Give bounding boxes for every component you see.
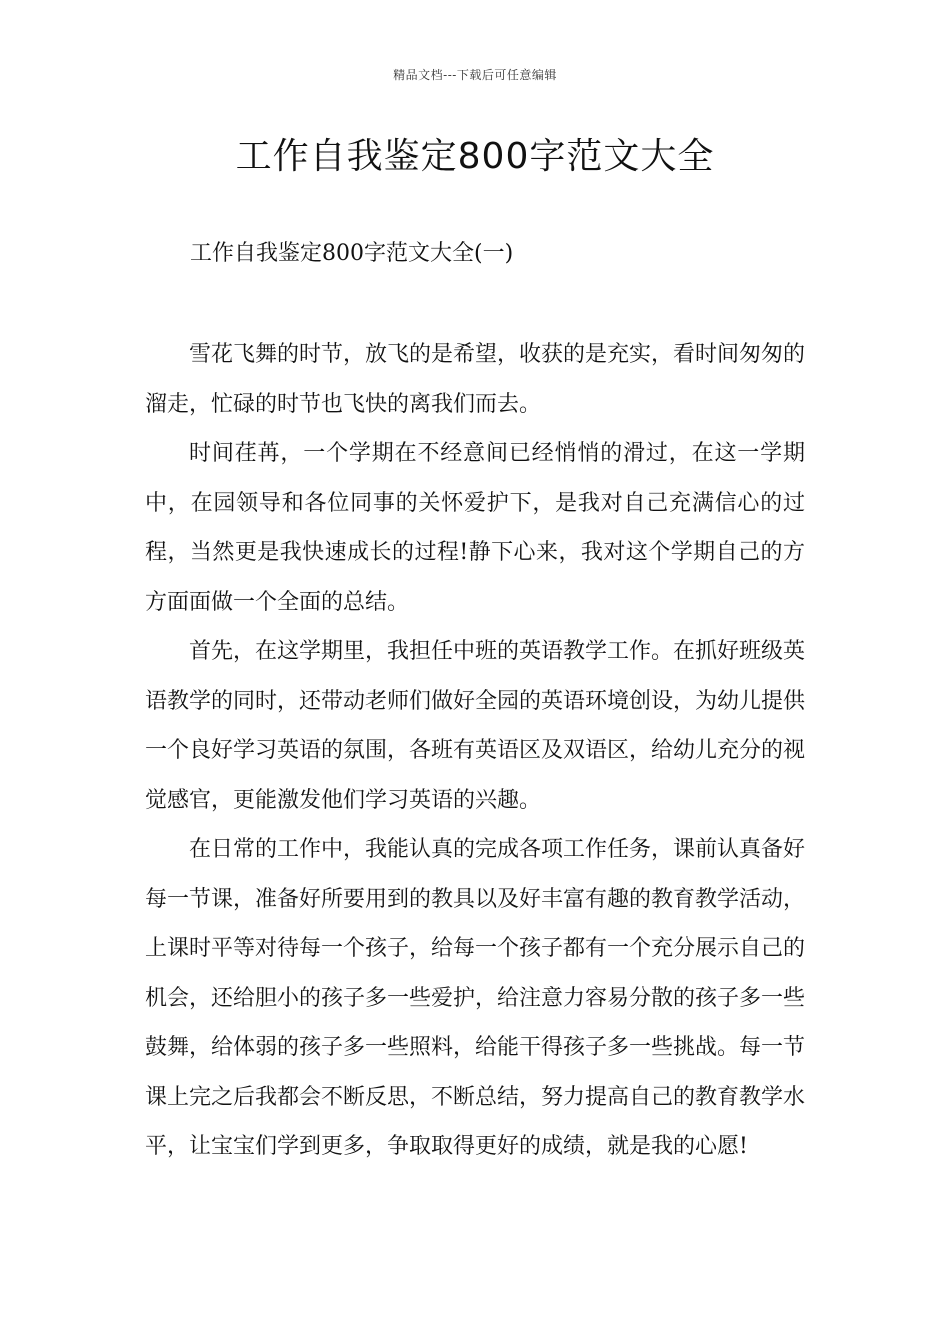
paragraph-2: 时间荏苒，一个学期在不经意间已经悄悄的滑过，在这一学期中，在园领导和各位同事的关怀爱护下，是我对自己充满信心的过程，当然更是我快速成长的过程!静下心来，我对这个学期自己的方方面面做一个全面的总结。 — [145, 441, 805, 615]
paragraph-4: 在日常的工作中，我能认真的完成各项工作任务，课前认真备好每一节课，准备好所要用到的教具以及好丰富有趣的教育教学活动，上课时平等对待每一个孩子，给每一个孩子都有一个充分展示自己的机会，还给胆小的孩子多一些爱护，给注意力容易分散的孩子多一些鼓舞，给体弱的孩子多一些照料，给能干得孩子多一些挑战。每一节课上完之后我都会不断反思，不断总结，努力提高自己的教育教学水平，让宝宝们学到更多，争取取得更好的成绩，就是我的心愿! — [145, 837, 806, 1159]
section-heading: 工作自我鉴定800字范文大全(一) — [190, 241, 514, 266]
paragraph-3: 首先，在这学期里，我担任中班的英语教学工作。在抓好班级英语教学的同时，还带动老师们做好全园的英语环境创设，为幼儿提供一个良好学习英语的氛围，各班有英语区及双语区，给幼儿充分的视觉感官，更能激发他们学习英语的兴趣。 — [145, 639, 806, 813]
document-body — [145, 330, 805, 1172]
header-note: 精品文档---下载后可任意编辑 — [393, 68, 557, 82]
paragraph-1: 雪花飞舞的时节，放飞的是希望，收获的是充实，看时间匆匆的溜走，忙碌的时节也飞快的离我们而去。 — [145, 342, 806, 417]
document-title: 工作自我鉴定800字范文大全 — [235, 136, 715, 177]
